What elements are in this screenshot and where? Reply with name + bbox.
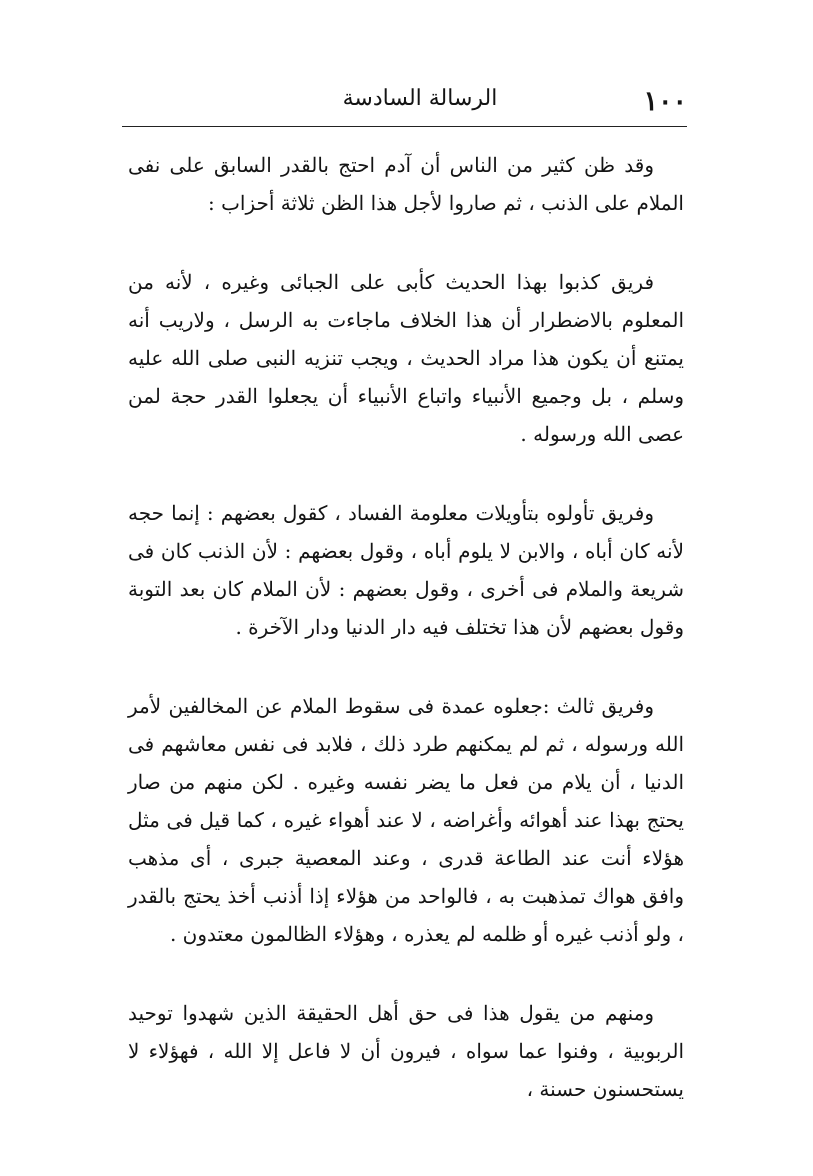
- paragraph: وفريق ثالث :جعلوه عمدة فى سقوط الملام عن المخالفين لأمر الله ورسوله ، ثم لم يمكنهم طرد ذلك ، فلابد فى نفس معاشهم فى الدنيا ، أن يلام من فعل ما يضر نفسه وغيره . لكن منهم من صار يحتج بهذا عند أهوائه وأغراضه ، لا عند أهواء غيره ، كما قيل فى مثل هؤلاء أنت عند الطاعة قدرى ، وعند المعصية جبرى ، أى مذهب وافق هواك تمذهبت به ، فالواحد من هؤلاء إذا أذنب أخذ يحتج بالقدر ، ولو أذنب غيره أو ظلمه لم يعذره ، وهؤلاء الظالمون معتدون .: [128, 694, 684, 946]
- paragraph: فريق كذبوا بهذا الحديث كأبى على الجبائى وغيره ، لأنه من المعلوم بالاضطرار أن هذا الخلاف ماجاءت به الرسل ، ولاريب أنه يمتنع أن يكون هذا مراد الحديث ، ويجب تنزيه النبى صلى الله عليه وسلم ، بل وجميع الأنبياء واتباع الأنبياء أن يجعلوا القدر حجة لمن عصى الله ورسوله .: [128, 270, 684, 446]
- running-title: الرسالة السادسة: [342, 86, 498, 111]
- page-number: ١٠٠: [643, 86, 687, 117]
- page-header: [122, 82, 687, 126]
- paragraph: وفريق تأولوه بتأويلات معلومة الفساد ، كقول بعضهم : إنما حجه لأنه كان أباه ، والابن لا يلوم أباه ، وقول بعضهم : لأن الذنب كان فى شريعة والملام فى أخرى ، وقول بعضهم : لأن الملام كان بعد التوبة وقول بعضهم لأن هذا تختلف فيه دار الدنيا ودار الآخرة .: [128, 501, 684, 639]
- paragraph: وقد ظن كثير من الناس أن آدم احتج بالقدر السابق على نفى الملام على الذنب ، ثم صاروا لأجل هذا الظن ثلاثة أحزاب :: [128, 153, 684, 215]
- body-text: [128, 146, 684, 1149]
- paragraph: ومنهم من يقول هذا فى حق أهل الحقيقة الذين شهدوا توحيد الربوبية ، وفنوا عما سواه ، فيرون أن لا فاعل إلا الله ، فهؤلاء لا يستحسنون حسنة ،: [128, 1001, 684, 1101]
- header-rule: [122, 126, 687, 127]
